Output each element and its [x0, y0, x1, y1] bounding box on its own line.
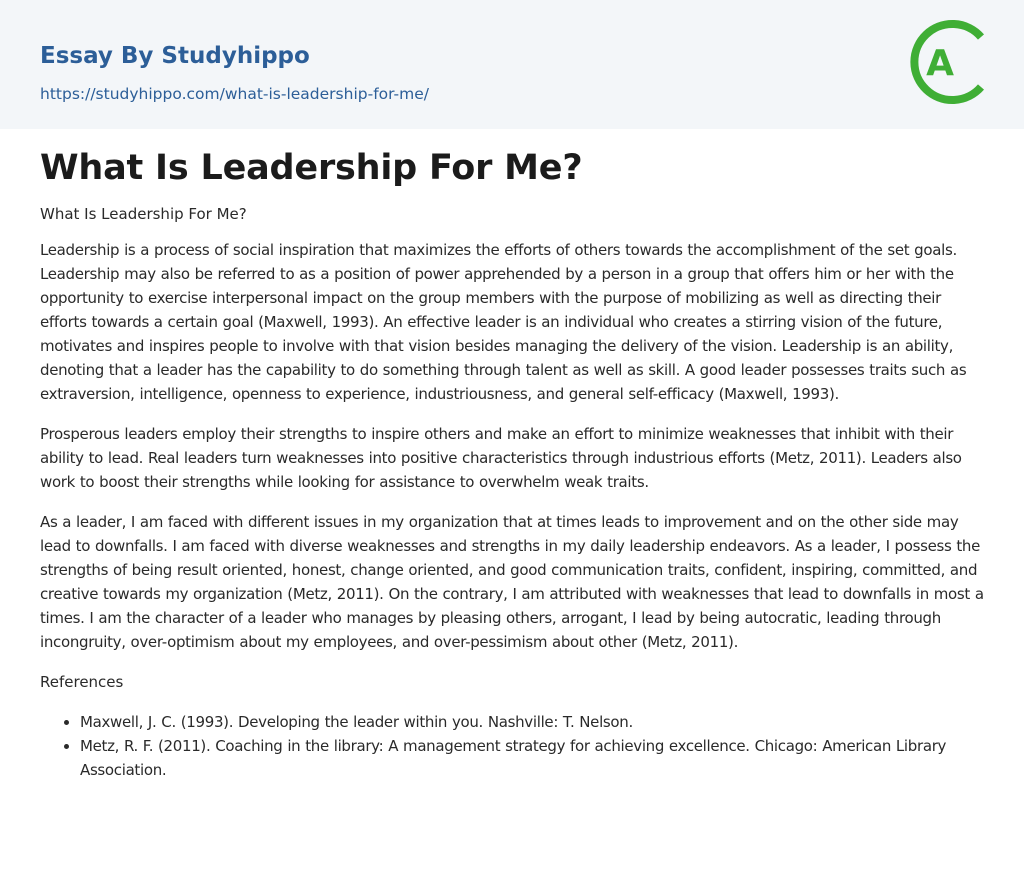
page-title: What Is Leadership For Me?	[40, 148, 583, 188]
studyhippo-logo-icon	[907, 15, 991, 109]
site-header	[0, 0, 1024, 129]
source-url-link[interactable]: https://studyhippo.com/what-is-leadership-for-me/	[40, 85, 429, 103]
paragraph-3: As a leader, I am faced with different issues in my organization that at times leads to improvement and on the other side may lead to downfalls. I am faced with diverse weaknesses and strengths in my daily leadership endeavors. As a leader, I possess the strengths of being result oriented, honest, change oriented, and good communication traits, confident, inspiring, committed, and creative towards my organization (Metz, 2011). On the contrary, I am attributed with weaknesses that lead to downfalls in most a times. I am the character of a leader who manages by pleasing others, arrogant, I lead by being autocratic, leading through incongruity, over-optimism about my employees, and over-pessimism about other (Metz, 2011).	[40, 513, 984, 651]
references-heading: References	[40, 673, 124, 691]
article	[40, 146, 984, 782]
reference-item: • Maxwell, J. C. (1993). Developing the leader within you. Nashville: T. Nelson.	[80, 710, 984, 734]
paragraph-1: Leadership is a process of social inspiration that maximizes the efforts of others towards the accomplishment of the set goals. Leadership may also be referred to as a position of power apprehended by a person in a group that offers him or her with the opportunity to exercise interpersonal impact on the group members with the purpose of mobilizing as well as directing their efforts towards a certain goal (Maxwell, 1993). An effective leader is an individual who creates a stirring vision of the future, motivates and inspires people to involve with that vision besides managing the delivery of the vision. Leadership is an ability, denoting that a leader has the capability to do something through talent as well as skill. A good leader possesses traits such as extraversion, intelligence, openness to experience, industriousness, and general self-efficacy (Maxwell, 1993).	[40, 241, 967, 403]
paragraph-2: Prosperous leaders employ their strengths to inspire others and make an effort to minimize weaknesses that inhibit with their ability to lead. Real leaders turn weaknesses into positive characteristics through industrious efforts (Metz, 2011). Leaders also work to boost their strengths while looking for assistance to overwhelm weak traits.	[40, 425, 962, 491]
reference-item: • Metz, R. F. (2011). Coaching in the library: A management strategy for achieving excellence. Chicago: American Library Association.	[80, 734, 984, 782]
references-list	[40, 710, 984, 782]
article-subtitle: What Is Leadership For Me?	[40, 205, 247, 223]
logo-letter: A	[926, 43, 954, 84]
brand-title: Essay By Studyhippo	[40, 43, 310, 69]
